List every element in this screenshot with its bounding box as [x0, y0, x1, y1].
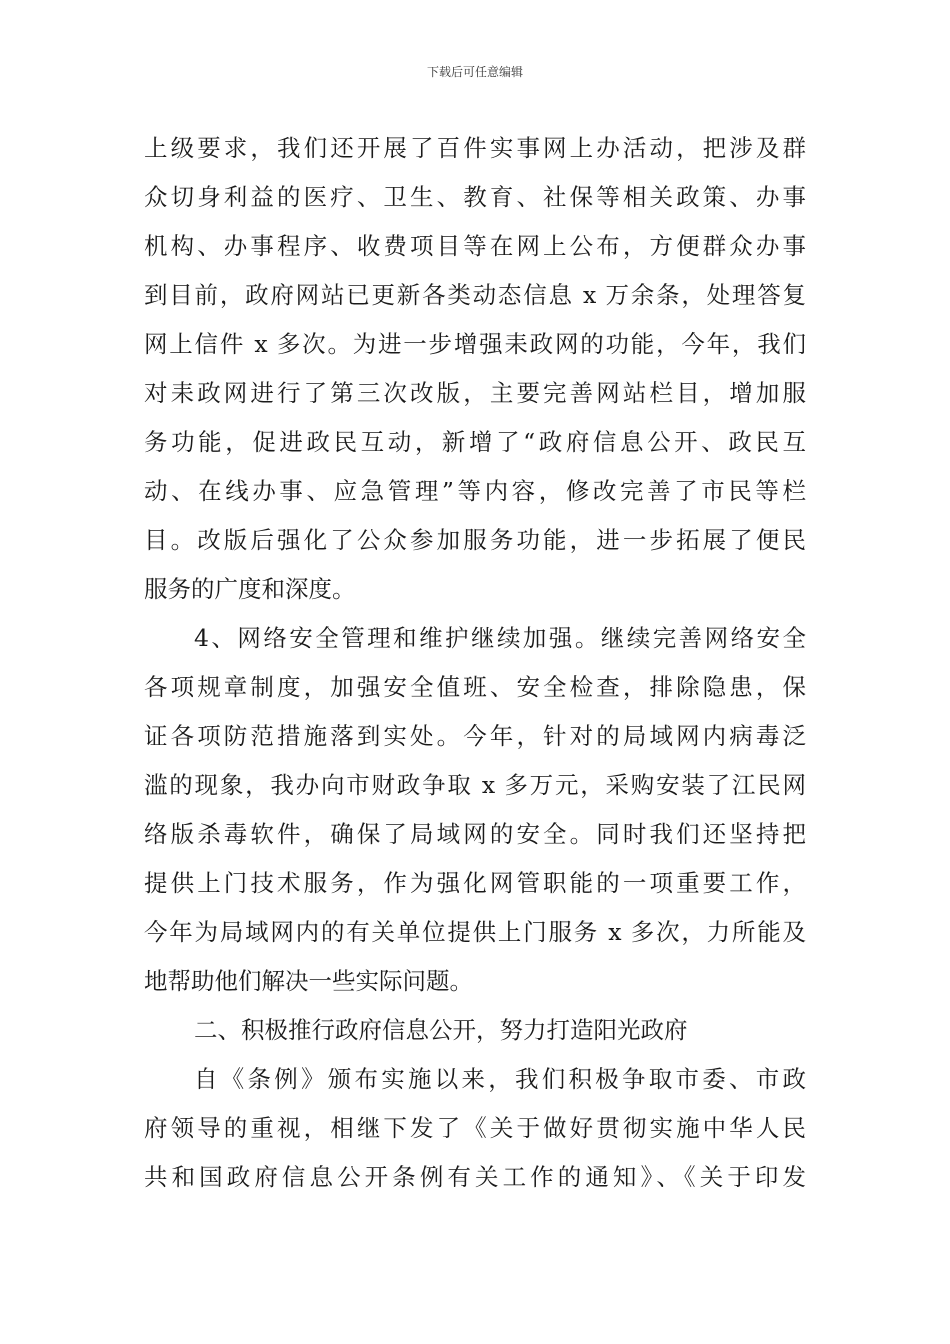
text-line: 网上信件 x 多次。为进一步增强耒政网的功能，今年，我们: [144, 330, 806, 358]
text-line: 众切身利益的医疗、卫生、教育、社保等相关政策、办事: [144, 183, 806, 211]
text-line: 地帮助他们解决一些实际问题。: [144, 967, 473, 995]
text-line: 提供上门技术服务，作为强化网管职能的一项重要工作，: [144, 869, 806, 897]
text-line: 到目前，政府网站已更新各类动态信息 x 万余条，处理答复: [144, 281, 806, 309]
text-line: 证各项防范措施落到实处。今年，针对的局域网内病毒泛: [144, 722, 806, 750]
text-line: 络版杀毒软件，确保了局域网的安全。同时我们还坚持把: [144, 820, 806, 848]
text-line: 务功能，促进政民互动，新增了“政府信息公开、政民互: [144, 428, 806, 456]
text-line: 动、在线办事、应急管理”等内容，修改完善了市民等栏: [144, 477, 806, 505]
text-line: 目。改版后强化了公众参加服务功能，进一步拓展了便民: [144, 526, 806, 554]
text-line: 上级要求，我们还开展了百件实事网上办活动，把涉及群: [144, 134, 806, 162]
text-line: 自《条例》颁布实施以来，我们积极争取市委、市政: [194, 1065, 806, 1093]
page-header: 下载后可任意编辑: [426, 65, 523, 79]
text-line: 各项规章制度，加强安全值班、安全检查，排除隐患，保: [144, 673, 806, 701]
text-line: 4、网络安全管理和维护继续加强。继续完善网络安全: [194, 624, 806, 652]
document-body: [144, 124, 806, 1202]
text-line: 府领导的重视，相继下发了《关于做好贯彻实施中华人民: [144, 1114, 806, 1142]
text-line: 机构、办事程序、收费项目等在网上公布，方便群众办事: [144, 232, 806, 260]
text-line: 二、积极推行政府信息公开，努力打造阳光政府: [194, 1016, 688, 1044]
text-line: 服务的广度和深度。: [144, 575, 356, 603]
text-line: 滥的现象，我办向市财政争取 x 多万元，采购安装了江民网: [144, 771, 806, 799]
text-line: 今年为局域网内的有关单位提供上门服务 x 多次，力所能及: [144, 918, 806, 946]
text-line: 对耒政网进行了第三次改版，主要完善网站栏目，增加服: [144, 379, 806, 407]
text-line: 共和国政府信息公开条例有关工作的通知》、《关于印发: [144, 1163, 806, 1191]
